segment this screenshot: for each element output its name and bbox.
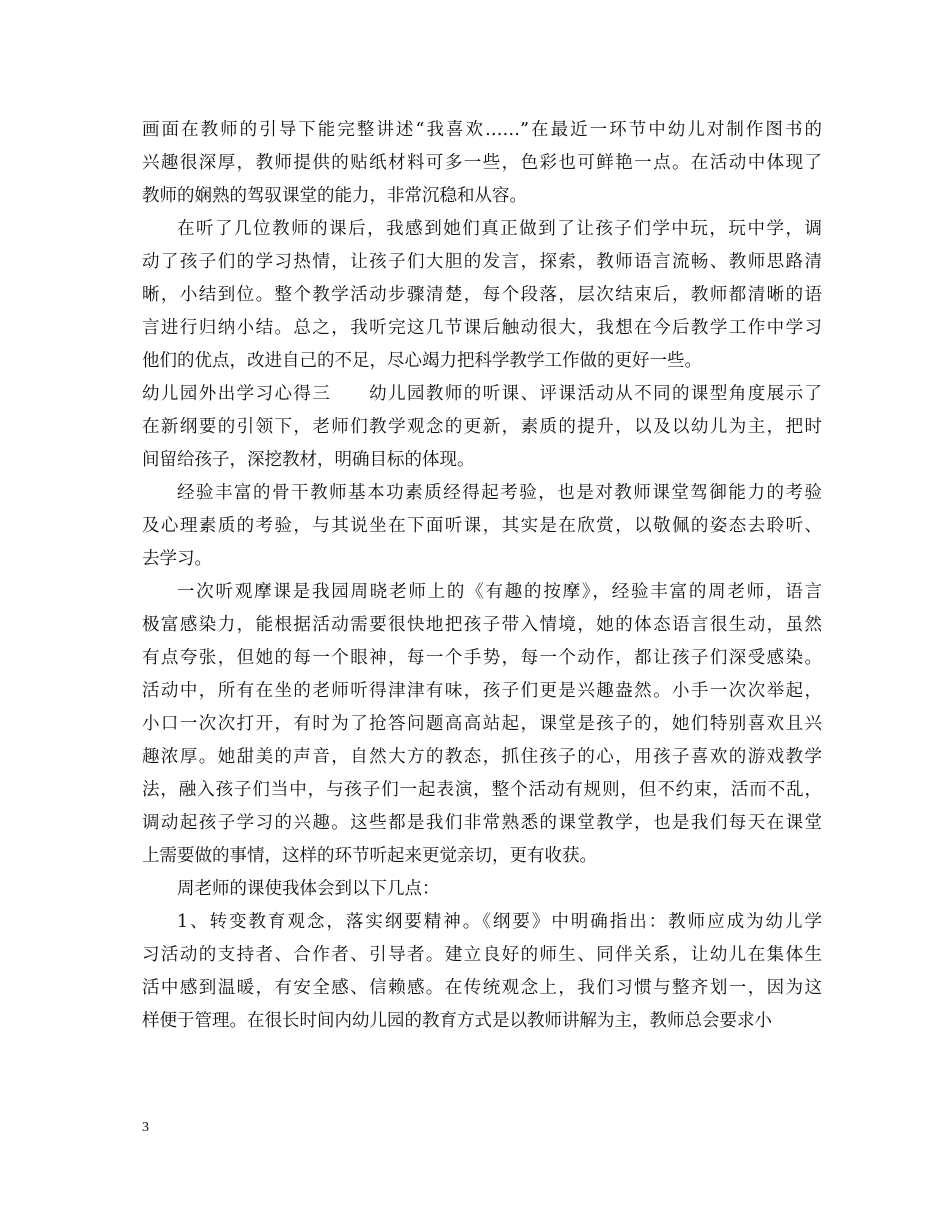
text-line: 法，融入孩子们当中，与孩子们一起表演，整个活动有规则，但不约束，活而不乱， <box>142 780 822 800</box>
text-line: 调动起孩子学习的兴趣。这些都是我们非常熟悉的课堂教学，也是我们每天在课堂 <box>142 813 822 833</box>
text-line: 及心理素质的考验，与其说坐在下面听课，其实是在欣赏，以敬佩的姿态去聆听、 <box>142 516 822 536</box>
text-line: 趣浓厚。她甜美的声音，自然大方的教态，抓住孩子的心，用孩子喜欢的游戏教学 <box>142 747 822 767</box>
text-line: 有点夸张，但她的每一个眼神，每一个手势，每一个动作，都让孩子们深受感染。 <box>142 648 822 668</box>
text-line: 画面在教师的引导下能完整讲述“我喜欢……”在最近一环节中幼儿对制作图书的 <box>142 120 822 140</box>
text-line: 周老师的课使我体会到以下几点： <box>177 879 440 899</box>
text-line: 他们的优点，改进自己的不足，尽心竭力把科学教学工作做的更好一些。 <box>142 351 702 371</box>
paragraph <box>142 576 822 873</box>
text-line: 幼儿园外出学习心得三 幼儿园教师的听课、评课活动从不同的课型角度展示了 <box>142 384 822 404</box>
text-line: 教师的娴熟的驾驭课堂的能力，非常沉稳和从容。 <box>142 186 527 206</box>
text-line: 晰，小结到位。整个教学活动步骤清楚，每个段落，层次结束后，教师都清晰的语 <box>142 285 822 305</box>
text-line: 经验丰富的骨干教师基本功素质经得起考验，也是对教师课堂驾御能力的考验 <box>177 483 822 503</box>
text-line: 兴趣很深厚，教师提供的贴纸材料可多一些，色彩也可鲜艳一点。在活动中体现了 <box>142 153 822 173</box>
text-line: 1、转变教育观念，落实纲要精神。《纲要》中明确指出：教师应成为幼儿学 <box>177 912 822 932</box>
document-body <box>142 114 822 1038</box>
text-line: 活动中，所有在坐的老师听得津津有味，孩子们更是兴趣盎然。小手一次次举起， <box>142 681 822 701</box>
text-line: 上需要做的事情，这样的环节听起来更觉亲切，更有收获。 <box>142 846 597 866</box>
page-number: 3 <box>142 1120 149 1135</box>
text-line: 在新纲要的引领下，老师们教学观念的更新，素质的提升，以及以幼儿为主，把时 <box>142 417 822 437</box>
text-line: 一次听观摩课是我园周晓老师上的《有趣的按摩》，经验丰富的周老师，语言 <box>177 582 822 602</box>
paragraph <box>142 906 822 1038</box>
text-line: 言进行归纳小结。总之，我听完这几节课后触动很大，我想在今后教学工作中学习 <box>142 318 822 338</box>
text-line: 在听了几位教师的课后，我感到她们真正做到了让孩子们学中玩，玩中学，调 <box>177 219 822 239</box>
paragraph <box>142 873 822 906</box>
text-line: 极富感染力，能根据活动需要很快地把孩子带入情境，她的体态语言很生动，虽然 <box>142 615 822 635</box>
text-line: 小口一次次打开，有时为了抢答问题高高站起，课堂是孩子的，她们特别喜欢且兴 <box>142 714 822 734</box>
text-line: 间留给孩子，深挖教材，明确目标的体现。 <box>142 450 475 470</box>
text-line: 样便于管理。在很长时间内幼儿园的教育方式是以教师讲解为主，教师总会要求小 <box>142 1011 772 1031</box>
paragraph <box>142 114 822 213</box>
text-line: 习活动的支持者、合作者、引导者。建立良好的师生、同伴关系，让幼儿在集体生 <box>142 945 822 965</box>
text-line: 去学习。 <box>142 549 212 569</box>
paragraph <box>142 477 822 576</box>
paragraph <box>142 213 822 378</box>
paragraph <box>142 378 822 477</box>
text-line: 活中感到温暖，有安全感、信赖感。在传统观念上，我们习惯与整齐划一，因为这 <box>142 978 822 998</box>
text-line: 动了孩子们的学习热情，让孩子们大胆的发言，探索，教师语言流畅、教师思路清 <box>142 252 822 272</box>
